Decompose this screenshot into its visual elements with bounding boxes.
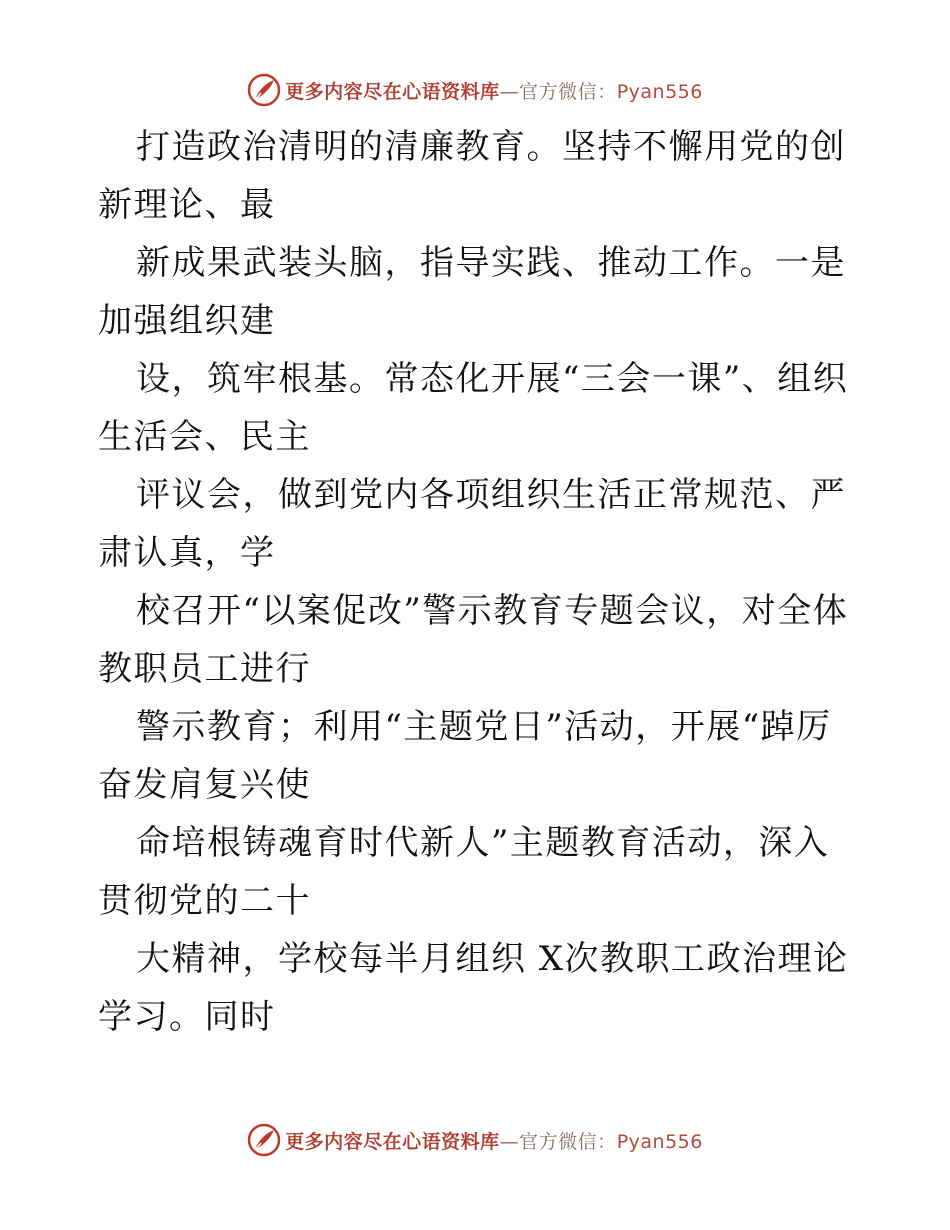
quill-logo-icon (247, 73, 281, 107)
paragraph-line: 评议会，做到党内各项组织生活正常规范、严肃认真，学 (98, 475, 846, 573)
document-body (98, 118, 858, 1046)
header-main-text: 更多内容尽在心语资料库 (285, 80, 500, 103)
header-banner (0, 70, 950, 110)
paragraph-line: 警示教育；利用“主题党日”活动，开展“踔厉奋发肩复兴使 (98, 707, 832, 805)
header-dash: — (499, 80, 520, 103)
paragraph-line: 大精神，学校每半月组织 X次教职工政治理论学习。同时 (98, 939, 849, 1037)
footer-main-text: 更多内容尽在心语资料库 (285, 1130, 500, 1153)
paragraph-line: 校召开“以案促改”警示教育专题会议，对全体教职员工进行 (98, 591, 849, 689)
paragraph-line: 打造政治清明的清廉教育。坚持不懈用党的创新理论、最 (98, 127, 846, 225)
header-official-label: 官方微信： (519, 80, 617, 103)
footer-banner (0, 1120, 950, 1160)
paragraph-line: 新成果武装头脑，指导实践、推动工作。一是加强组织建 (98, 243, 846, 341)
header-text (285, 77, 703, 104)
footer-official-label: 官方微信： (519, 1130, 617, 1153)
quill-logo-icon (247, 1123, 281, 1157)
footer-dash: — (499, 1130, 520, 1153)
paragraph-line: 命培根铸魂育时代新人”主题教育活动，深入贯彻党的二十 (98, 823, 830, 921)
footer-wechat-id: Pyan556 (616, 1130, 703, 1153)
header-wechat-id: Pyan556 (616, 80, 703, 103)
paragraph-line: 设，筑牢根基。常态化开展“三会一课”、组织生活会、民主 (98, 359, 849, 457)
footer-text (285, 1127, 703, 1154)
